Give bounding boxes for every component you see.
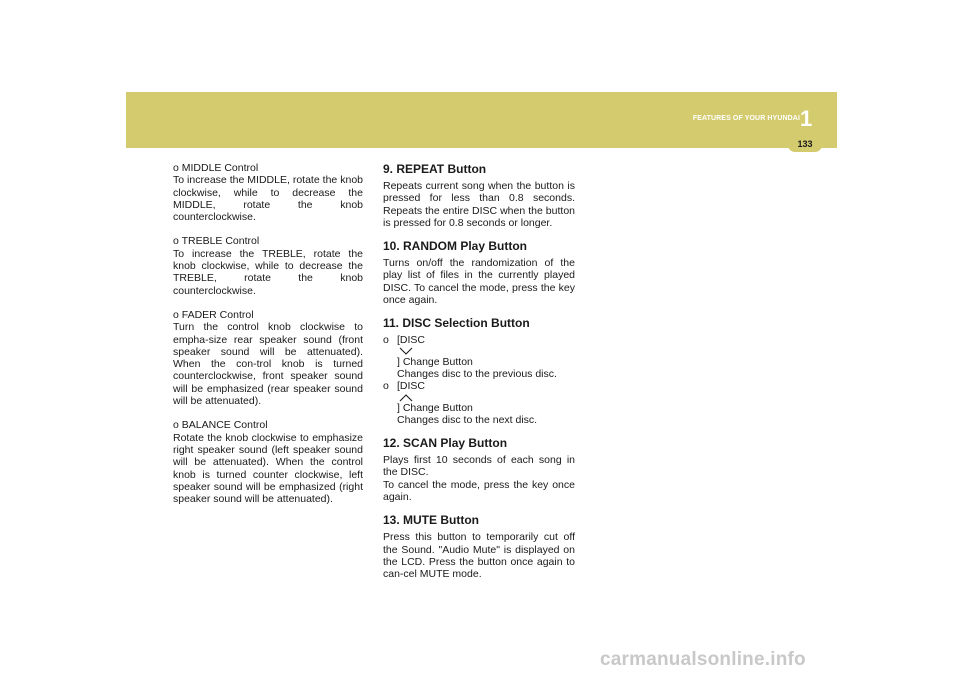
mute-section — [383, 513, 575, 580]
balance-control-para — [173, 419, 363, 505]
chapter-number: 1 — [800, 106, 813, 131]
disc-next-body — [397, 380, 537, 426]
mute-body: Press this button to temporarily cut off the Sound. "Audio Mute" is displayed on the LCD. Press the button once again to can-cel MUTE mode. — [383, 531, 575, 581]
balance-control-title: o BALANCE Control — [173, 419, 268, 432]
disc-prev-item — [383, 334, 575, 380]
disc-heading: 11. DISC Selection Button — [383, 316, 530, 331]
disc-section — [383, 316, 575, 426]
fader-control-body: Turn the control knob clockwise to empha-size rear speaker sound (front speaker sound will be attenuated). When the con-trol knob is turned counterclockwise, front speaker sound will be emphasized (rear speaker sound will be attenuated). — [173, 321, 363, 408]
disc-suffix: ] Change Button — [397, 355, 473, 368]
disc-next-chip — [397, 380, 537, 414]
scan-body-cancel: To cancel the mode, press the key once again. — [383, 478, 575, 504]
section-label: FEATURES OF YOUR HYUNDAI — [692, 115, 800, 122]
random-heading: 10. RANDOM Play Button — [383, 239, 528, 254]
disc-prev-desc: Changes disc to the previous disc. — [397, 367, 557, 380]
middle-control-title: o MIDDLE Control — [173, 162, 259, 174]
disc-prev-body — [397, 334, 557, 380]
middle-control-para — [173, 162, 363, 223]
treble-control-body: To increase the TREBLE, rotate the knob clockwise, while to decrease the TREBLE, rotate the knob counterclockwise. — [173, 247, 363, 297]
random-body: Turns on/off the randomization of the play list of files in the currently played DISC. To cancel the mode, press the key once again. — [383, 257, 575, 307]
left-column — [173, 162, 363, 517]
mute-heading: 13. MUTE Button — [383, 513, 479, 528]
right-column — [383, 162, 575, 591]
middle-control-body: To increase the MIDDLE, rotate the knob clockwise, while to decrease the MIDDLE, rotate the knob counterclockwise. — [173, 174, 363, 224]
scan-section — [383, 436, 575, 503]
repeat-section — [383, 162, 575, 229]
bullet-mark: o — [383, 334, 389, 347]
scan-heading: 12. SCAN Play Button — [383, 436, 508, 451]
scan-body: Plays first 10 seconds of each song in the DISC. — [383, 454, 575, 479]
disc-prefix: [DISC — [397, 380, 426, 393]
random-section — [383, 239, 575, 306]
disc-prefix: [DISC — [397, 334, 426, 347]
treble-control-para — [173, 235, 363, 296]
watermark: carmanualsonline.info — [600, 649, 806, 670]
disc-next-item — [383, 380, 575, 426]
chevron-up-icon — [399, 393, 413, 402]
chevron-down-icon — [399, 347, 413, 356]
disc-prev-label — [397, 334, 557, 368]
fader-control-para — [173, 309, 363, 407]
treble-control-title: o TREBLE Control — [173, 235, 260, 248]
disc-prev-chip — [397, 334, 557, 368]
balance-control-body: Rotate the knob clockwise to emphasize right speaker sound (left speaker sound will be attenuated). When the control knob is turned counter clockwise, left speaker sound will be emphasized (right speaker sound will be attenuated). — [173, 431, 363, 506]
repeat-body: Repeats current song when the button is pressed for less than 0.8 seconds. Repeats the entire DISC when the button is pressed for 0.8 seconds or longer. — [383, 180, 575, 229]
bullet-mark: o — [383, 380, 389, 393]
page-number: 133 — [797, 139, 813, 149]
disc-suffix: ] Change Button — [397, 401, 473, 414]
fader-control-title: o FADER Control — [173, 308, 254, 321]
repeat-heading: 9. REPEAT Button — [383, 162, 487, 176]
disc-next-label — [397, 380, 537, 414]
disc-next-desc: Changes disc to the next disc. — [397, 413, 538, 426]
